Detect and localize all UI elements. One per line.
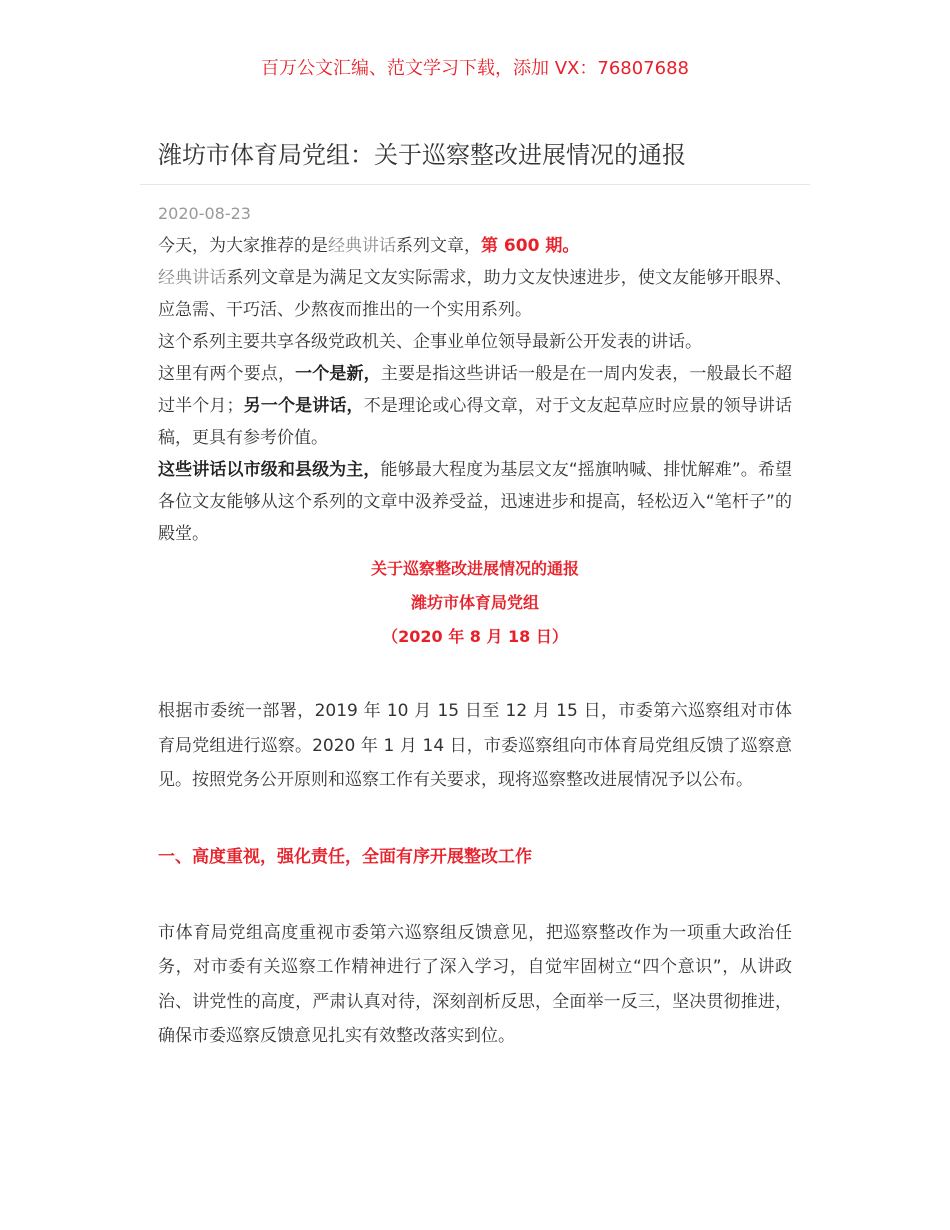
section-1-heading: 一、高度重视，强化责任，全面有序开展整改工作 <box>158 846 532 867</box>
publish-date: 2020-08-23 <box>158 204 251 223</box>
article-body <box>158 230 792 1054</box>
intro-p5-bold: 这些讲话以市级和县级为主， <box>158 460 381 480</box>
intro-p2-text: 系列文章是为满足文友实际需求，助力文友快速进步，使文友能够开眼界、应急需、干巧活、少熬夜而推出的一个实用系列。 <box>158 268 793 320</box>
issue-number: 第 600 期。 <box>481 236 580 256</box>
intro-p4-mid: 主要是指这些讲话一般是在一周内发表，一般最长不超过半个月； <box>158 364 793 416</box>
key-point-speech: 另一个是讲话， <box>243 396 364 416</box>
key-point-new: 一个是新， <box>295 364 381 384</box>
intro-p1-mid: 系列文章， <box>396 236 481 256</box>
intro-paragraph-4 <box>158 358 792 454</box>
intro-paragraph-2 <box>158 262 792 326</box>
intro-p4-lead: 这里有两个要点， <box>158 364 296 384</box>
series-name-2: 经典讲话 <box>158 268 227 288</box>
title-divider <box>140 184 810 185</box>
series-name: 经典讲话 <box>328 236 396 256</box>
promo-banner: 百万公文汇编、范文学习下载，添加 VX：76807688 <box>261 58 689 79</box>
intro-section <box>158 230 792 550</box>
notice-issuer: 潍坊市体育局党组 <box>410 593 539 612</box>
notice-date: （2020 年 8 月 18 日） <box>382 627 568 646</box>
intro-p4-tail: 不是理论或心得文章，对于文友起草应时应景的领导讲话稿，更具有参考价值。 <box>158 396 793 448</box>
intro-paragraph-5 <box>158 454 792 550</box>
intro-paragraph-3: 这个系列主要共享各级党政机关、企事业单位领导最新公开发表的讲话。 <box>158 332 702 352</box>
body-paragraph-1: 根据市委统一部署，2019 年 10 月 15 日至 12 月 15 日，市委第六巡察组对市体育局党组进行巡察。2020 年 1 月 14 日，市委巡察组向市体育局党组反馈了巡察意见。按照党务公开原则和巡察工作有关要求，现将巡察整改进展情况予以公布。 <box>158 701 792 790</box>
notice-heading: 关于巡察整改进展情况的通报 <box>370 559 579 578</box>
intro-p5-text: 能够最大程度为基层文友“摇旗呐喊、排忧解难”。希望各位文友能够从这个系列的文章中汲养受益，迅速进步和提高，轻松迈入“笔杆子”的殿堂。 <box>158 460 792 544</box>
article-title: 潍坊市体育局党组：关于巡察整改进展情况的通报 <box>158 141 686 169</box>
intro-paragraph-1 <box>158 230 792 262</box>
intro-p1-lead: 今天，为大家推荐的是 <box>158 236 328 256</box>
body-paragraph-2: 市体育局党组高度重视市委第六巡察组反馈意见，把巡察整改作为一项重大政治任务，对市委有关巡察工作精神进行了深入学习，自觉牢固树立“四个意识”，从讲政治、讲党性的高度，严肃认真对待，深刻剖析反思，全面举一反三，坚决贯彻推进，确保市委巡察反馈意见扎实有效整改落实到位。 <box>158 922 792 1046</box>
